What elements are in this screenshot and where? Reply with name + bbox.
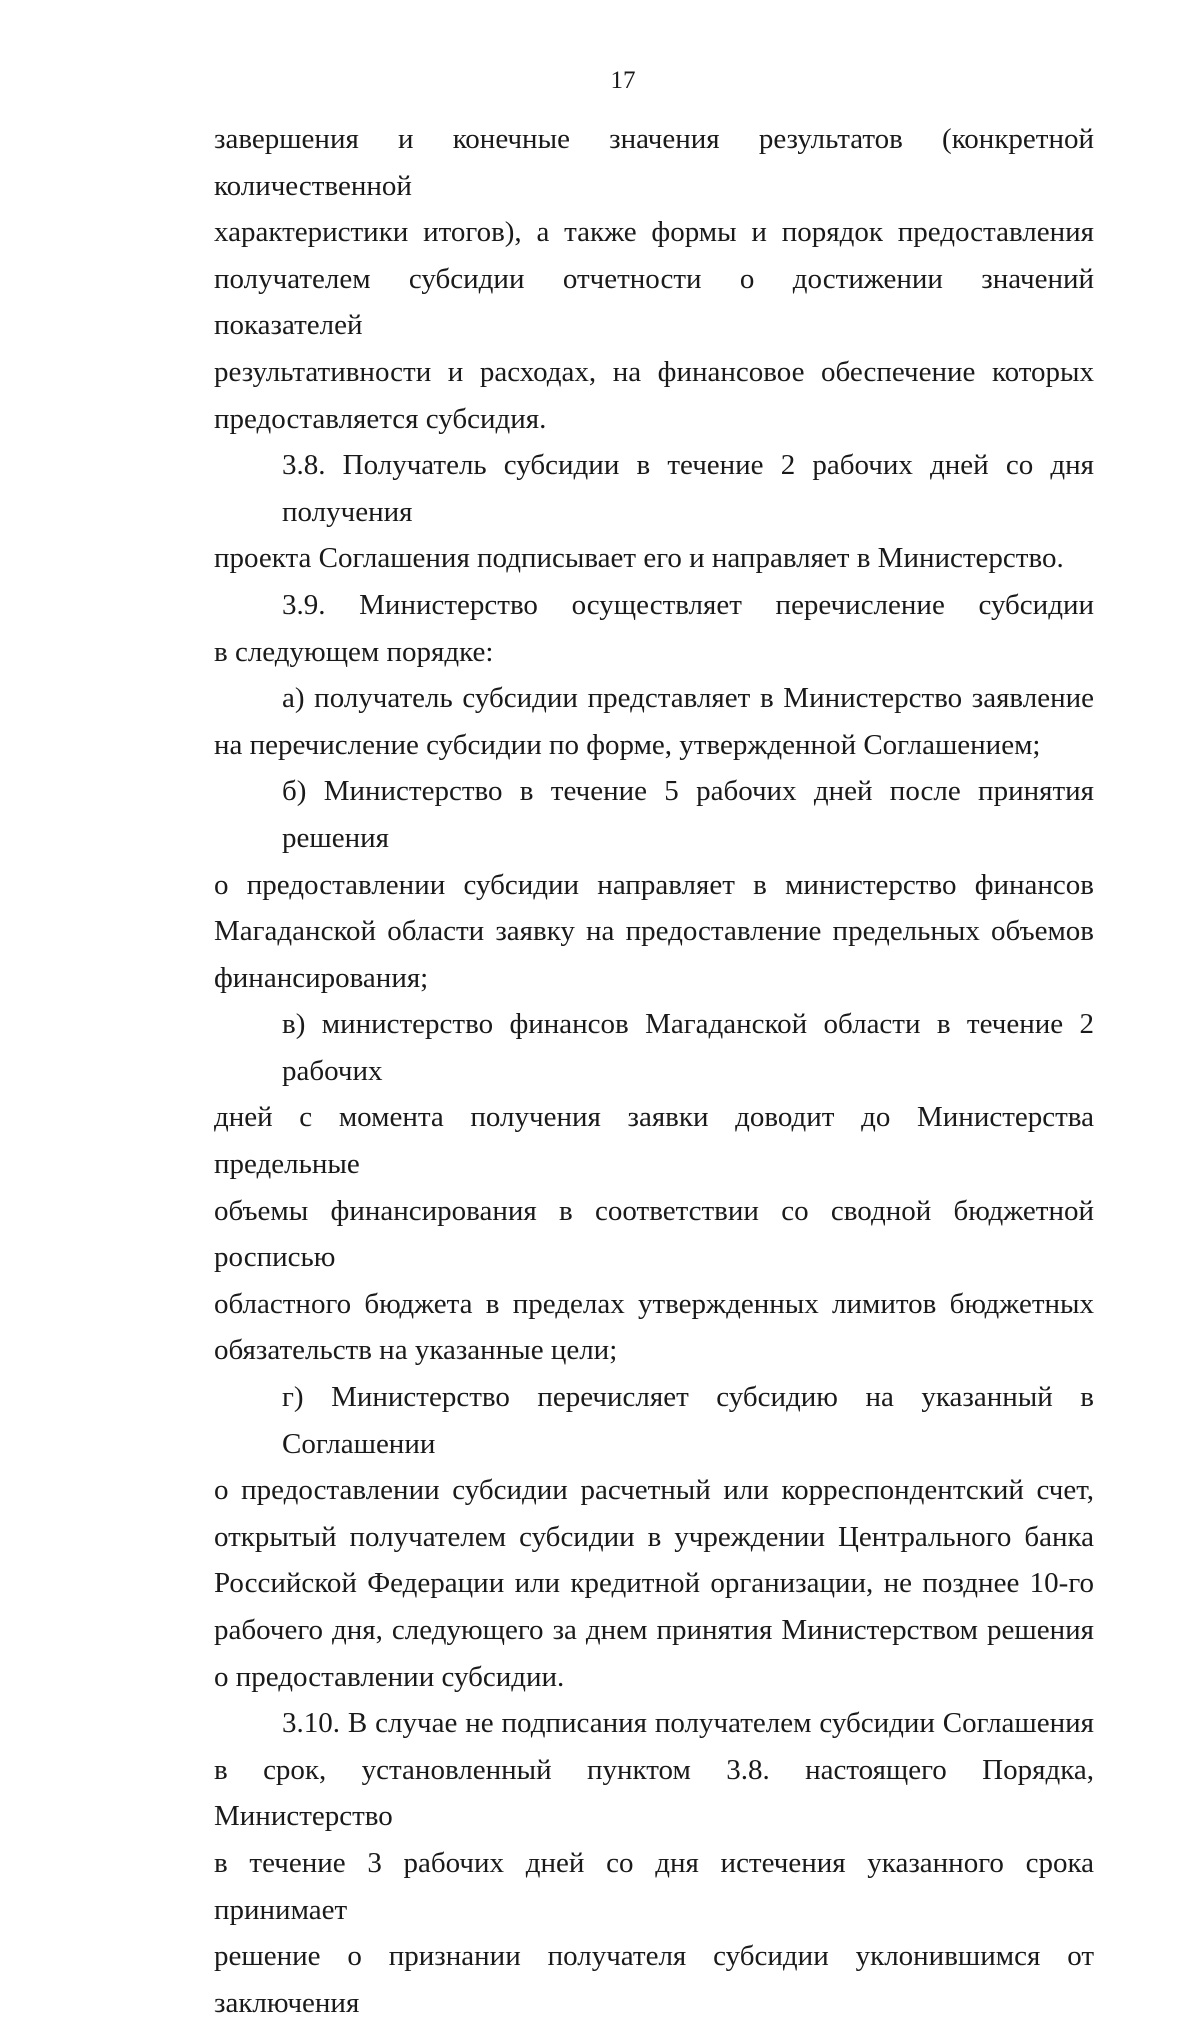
paragraph <box>214 1700 1094 2026</box>
text-line: дней с момента получения заявки доводит до Министерства предельные <box>214 1101 1094 1181</box>
text-line: получателем субсидии отчетности о достижении значений показателей <box>214 262 1094 342</box>
text-line: б) Министерство в течение 5 рабочих дней после принятия решения <box>282 775 1094 854</box>
paragraph <box>214 675 1094 768</box>
text-line: 3.9. Министерство осуществляет перечисление субсидии <box>282 588 1094 621</box>
text-line: в срок, установленный пунктом 3.8. настоящего Порядка, Министерство <box>214 1753 1094 1833</box>
text-line: объемы финансирования в соответствии со сводной бюджетной росписью <box>214 1194 1094 1274</box>
paragraph <box>214 1374 1094 1700</box>
text-line: открытый получателем субсидии в учреждении Центрального банка <box>214 1520 1094 1553</box>
text-line: результативности и расходах, на финансовое обеспечение которых <box>214 355 1094 388</box>
text-line: в течение 3 рабочих дней со дня истечения указанного срока принимает <box>214 1846 1094 1926</box>
text-line: в следующем порядке: <box>214 635 494 668</box>
paragraph <box>214 442 1094 582</box>
text-line: на перечисление субсидии по форме, утвержденной Соглашением; <box>214 728 1041 761</box>
text-line: предоставляется субсидия. <box>214 402 547 435</box>
page-number: 17 <box>610 67 636 94</box>
text-line: Российской Федерации или кредитной организации, не позднее 10-го <box>214 1567 1094 1600</box>
text-line: Магаданской области заявку на предоставление предельных объемов <box>214 915 1094 948</box>
text-line: характеристики итогов), а также формы и порядок предоставления <box>214 216 1094 249</box>
text-line: 3.8. Получатель субсидии в течение 2 рабочих дней со дня получения <box>282 449 1094 528</box>
text-line: г) Министерство перечисляет субсидию на указанный в Соглашении <box>282 1381 1094 1460</box>
text-line: решение о признании получателя субсидии уклонившимся от заключения <box>214 1940 1094 2019</box>
text-line: о предоставлении субсидии расчетный или корреспондентский счет, <box>214 1474 1094 1507</box>
text-line: 3.10. В случае не подписания получателем субсидии Соглашения <box>282 1707 1094 1740</box>
paragraph <box>214 582 1094 675</box>
text-line: завершения и конечные значения результатов (конкретной количественной <box>214 123 1094 202</box>
paragraph <box>214 116 1094 442</box>
text-line: финансирования; <box>214 961 429 994</box>
text-line: о предоставлении субсидии. <box>214 1660 565 1693</box>
text-line: о предоставлении субсидии направляет в министерство финансов <box>214 868 1094 901</box>
paragraph <box>214 768 1094 1001</box>
text-line: а) получатель субсидии представляет в Министерство заявление <box>282 682 1094 715</box>
document-body <box>214 116 1094 2026</box>
text-line: обязательств на указанные цели; <box>214 1334 618 1367</box>
paragraph <box>214 1001 1094 1374</box>
text-line: в) министерство финансов Магаданской области в течение 2 рабочих <box>282 1008 1094 1087</box>
text-line: рабочего дня, следующего за днем принятия Министерством решения <box>214 1614 1094 1646</box>
text-line: областного бюджета в пределах утвержденных лимитов бюджетных <box>214 1287 1094 1320</box>
text-line: проекта Соглашения подписывает его и направляет в Министерство. <box>214 542 1064 575</box>
